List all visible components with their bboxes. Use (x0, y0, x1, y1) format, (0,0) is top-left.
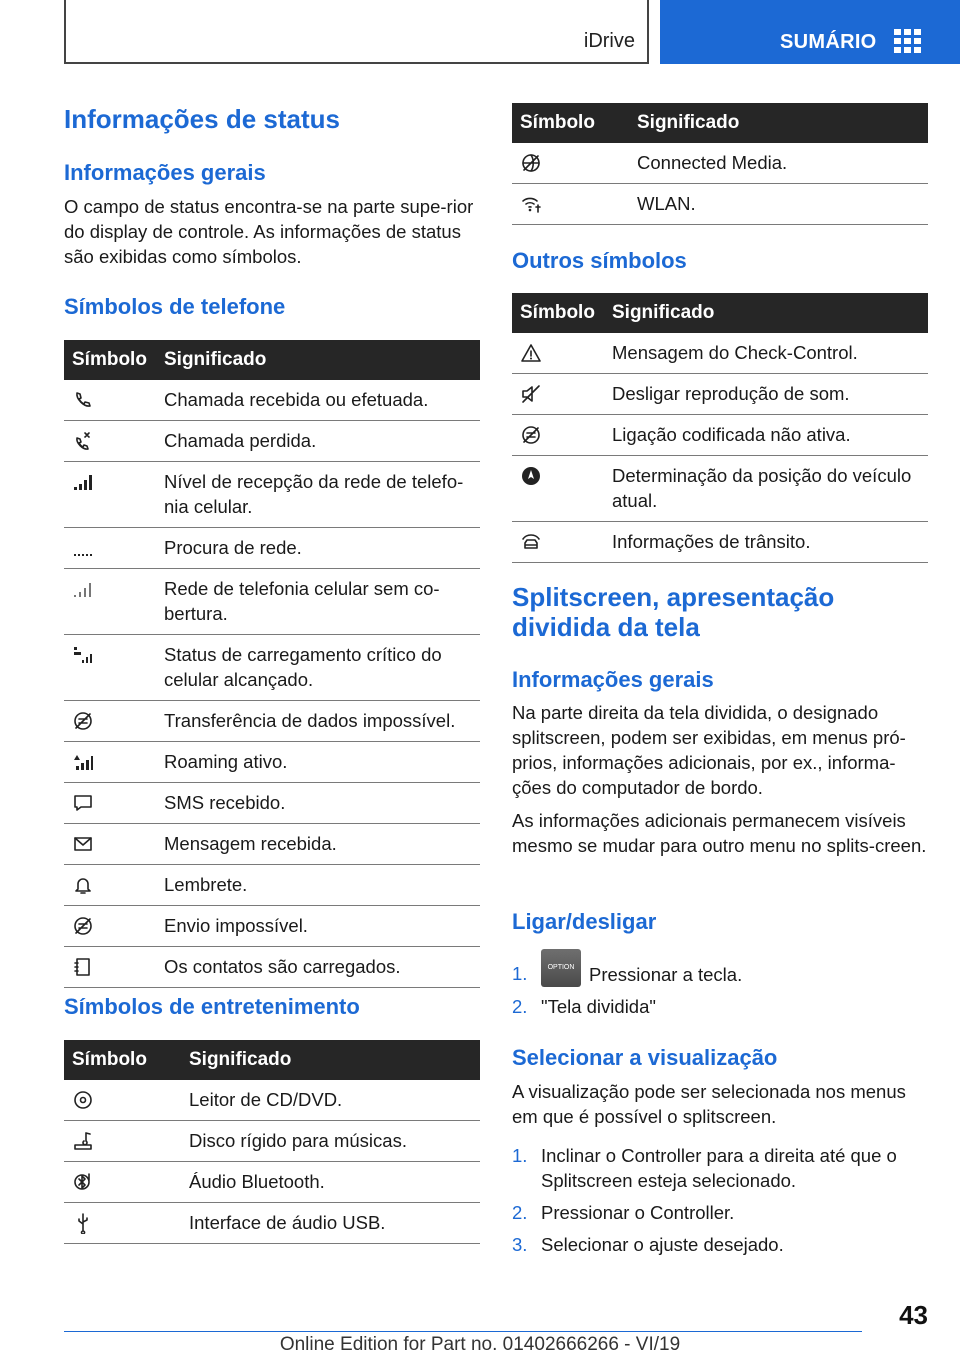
meaning-cell: Roaming ativo. (164, 751, 288, 772)
symbol-cell (64, 1121, 189, 1161)
meaning-cell: Envio impossível. (164, 915, 308, 936)
step-number: 1. (512, 1145, 528, 1166)
symbol-cell (64, 421, 164, 461)
meaning-cell: Áudio Bluetooth. (189, 1171, 325, 1192)
step-number: 3. (512, 1234, 528, 1255)
entertainment-symbols-heading: Símbolos de entretenimento (64, 994, 360, 1019)
disc-icon (72, 1089, 94, 1111)
meaning-cell: Ligação codificada não ativa. (612, 424, 851, 445)
column-header-meaning: Significado (189, 1049, 292, 1070)
send-failed-icon (72, 915, 94, 937)
bell-icon (72, 874, 94, 896)
table-row (64, 380, 480, 421)
symbol-cell (512, 522, 612, 562)
table-row (512, 415, 928, 456)
table-row (512, 374, 928, 415)
contents-button-label: SUMÁRIO (780, 31, 877, 53)
table-header (64, 340, 480, 380)
usb-icon (72, 1212, 94, 1234)
table-row (64, 1162, 480, 1203)
symbol-cell (64, 701, 164, 741)
table-row (64, 1080, 480, 1121)
table-row (64, 742, 480, 783)
symbol-cell (64, 528, 164, 568)
meaning-cell: SMS recebido. (164, 792, 286, 813)
phone-symbols-heading: Símbolos de telefone (64, 294, 286, 319)
meaning-cell: Lembrete. (164, 874, 248, 895)
table-row (64, 1203, 480, 1244)
step-text: Selecionar o ajuste desejado. (541, 1234, 784, 1255)
splitscreen-text-1: Na parte direita da tela dividida, o designado splitscreen, podem ser exibidas, em menus pró-prios, informações adicionais, por ex., informa-ções do computador de bordo. (512, 702, 906, 798)
sms-icon (72, 792, 94, 814)
meaning-cell: Chamada recebida ou efetuada. (164, 389, 429, 410)
symbol-cell (64, 1162, 189, 1202)
onoff-steps (512, 961, 928, 1026)
column-header-symbol: Símbolo (520, 302, 595, 323)
symbol-cell (512, 456, 612, 521)
contents-button[interactable] (660, 0, 960, 64)
footer-text: Online Edition for Part no. 01402666266 - VI/19 (279, 1334, 681, 1355)
table-row (64, 1121, 480, 1162)
meaning-cell: Nível de recepção da rede de telefo-nia celular. (164, 471, 464, 517)
symbol-cell (64, 742, 164, 782)
envelope-icon (72, 833, 94, 855)
symbol-cell (64, 1203, 189, 1243)
symbol-cell (64, 635, 164, 700)
symbol-cell (512, 184, 637, 224)
table-row (64, 865, 480, 906)
hard-disk-music-icon (72, 1130, 94, 1152)
step-item (512, 961, 928, 987)
general-info-heading: Informações gerais (64, 160, 266, 185)
onoff-heading: Ligar/desligar (512, 909, 657, 934)
table-row (512, 143, 928, 184)
table-row (512, 333, 928, 374)
table-header (64, 1040, 480, 1080)
symbol-cell (64, 380, 164, 420)
meaning-cell: Mensagem do Check-Control. (612, 342, 858, 363)
table-header (512, 293, 928, 333)
general-info-text: O campo de status encontra-se na parte supe-rior do display de controle. As informações de status são exibidas como símbolos. (64, 196, 474, 267)
bluetooth-audio-icon (72, 1171, 94, 1193)
symbol-cell (64, 462, 164, 527)
page-title: Informações de status (64, 104, 340, 134)
step-item (512, 1143, 928, 1193)
table-row (512, 456, 928, 522)
table-header (512, 103, 928, 143)
meaning-cell: Mensagem recebida. (164, 833, 337, 854)
select-view-text: A visualização pode ser selecionada nos menus em que é possível o splitscreen. (512, 1081, 906, 1127)
media-symbols-table (512, 103, 928, 225)
other-symbols-heading: Outros símbolos (512, 248, 687, 273)
phone-call-icon (72, 389, 94, 411)
symbol-cell (64, 824, 164, 864)
meaning-cell: Chamada perdida. (164, 430, 317, 451)
meaning-cell: Procura de rede. (164, 537, 302, 558)
signal-strength-icon (72, 471, 94, 493)
step-text: Inclinar o Controller para a direita até que o Splitscreen esteja selecionado. (541, 1145, 897, 1191)
symbol-cell (512, 415, 612, 455)
battery-critical-icon (72, 644, 94, 666)
column-header-meaning: Significado (612, 302, 715, 323)
mute-icon (520, 383, 542, 405)
warning-triangle-icon (520, 342, 542, 364)
select-view-heading: Selecionar a visualização (512, 1045, 778, 1070)
table-row (64, 824, 480, 865)
splitscreen-title: Splitscreen, apresentação dividida da tela (512, 582, 835, 642)
meaning-cell: Rede de telefonia celular sem co-bertura. (164, 578, 440, 624)
symbol-cell (512, 333, 612, 373)
symbol-cell (512, 374, 612, 414)
grid-menu-icon (894, 29, 922, 53)
meaning-cell: Connected Media. (637, 152, 788, 173)
symbol-cell (64, 783, 164, 823)
splitscreen-general-heading: Informações gerais (512, 667, 714, 692)
step-item (512, 994, 928, 1019)
meaning-cell: WLAN. (637, 193, 696, 214)
meaning-cell: Status de carregamento crítico do celular alcançado. (164, 644, 442, 690)
step-number: 1. (512, 963, 528, 984)
traffic-info-icon (520, 531, 542, 553)
column-header-meaning: Significado (637, 112, 740, 133)
table-row (64, 635, 480, 701)
wlan-icon (520, 193, 542, 215)
select-view-steps (512, 1143, 928, 1264)
column-header-symbol: Símbolo (520, 112, 595, 133)
step-item (512, 1200, 928, 1225)
table-row (64, 906, 480, 947)
table-row (64, 528, 480, 569)
step-number: 2. (512, 996, 528, 1017)
missed-call-icon (72, 430, 94, 452)
symbol-cell (512, 143, 637, 183)
meaning-cell: Leitor de CD/DVD. (189, 1089, 343, 1110)
table-row (64, 462, 480, 528)
column-header-symbol: Símbolo (72, 1049, 147, 1070)
no-coverage-icon (72, 578, 94, 600)
meaning-cell: Desligar reprodução de som. (612, 383, 850, 404)
symbol-cell (64, 947, 164, 987)
header-bar (64, 0, 649, 64)
meaning-cell: Informações de trânsito. (612, 531, 811, 552)
page-number: 43 (899, 1300, 928, 1330)
data-unavailable-icon (72, 710, 94, 732)
network-search-icon (72, 537, 94, 559)
step-item (512, 1232, 928, 1257)
symbol-cell (64, 1080, 189, 1120)
table-row (64, 569, 480, 635)
other-symbols-table (512, 293, 928, 563)
symbol-cell (64, 906, 164, 946)
meaning-cell: Os contatos são carregados. (164, 956, 401, 977)
roaming-icon (72, 751, 94, 773)
symbol-cell (64, 865, 164, 905)
meaning-cell: Transferência de dados impossível. (164, 710, 456, 731)
entertainment-symbols-table (64, 1040, 480, 1244)
meaning-cell: Determinação da posição do veículo atual. (612, 465, 912, 511)
footer-divider (64, 1331, 862, 1332)
option-key-icon: OPTION (541, 949, 581, 987)
table-row (64, 421, 480, 462)
table-row (64, 783, 480, 824)
step-text: "Tela dividida" (541, 996, 656, 1017)
meaning-cell: Disco rígido para músicas. (189, 1130, 407, 1151)
splitscreen-text-2: As informações adicionais permanecem visíveis mesmo se mudar para outro menu no splits-creen. (512, 810, 927, 856)
table-row (512, 522, 928, 563)
meaning-cell: Interface de áudio USB. (189, 1212, 386, 1233)
step-text: Pressionar o Controller. (541, 1202, 735, 1223)
step-number: 2. (512, 1202, 528, 1223)
section-title: iDrive (583, 30, 635, 52)
table-row (64, 701, 480, 742)
location-icon (520, 465, 542, 487)
symbol-cell (64, 569, 164, 634)
encryption-off-icon (520, 424, 542, 446)
step-text: Pressionar a tecla. (589, 964, 743, 985)
table-row (64, 947, 480, 988)
column-header-meaning: Significado (164, 349, 267, 370)
column-header-symbol: Símbolo (72, 349, 147, 370)
contacts-loading-icon (72, 956, 94, 978)
phone-symbols-table (64, 340, 480, 988)
table-row (512, 184, 928, 225)
connected-media-icon (520, 152, 542, 174)
